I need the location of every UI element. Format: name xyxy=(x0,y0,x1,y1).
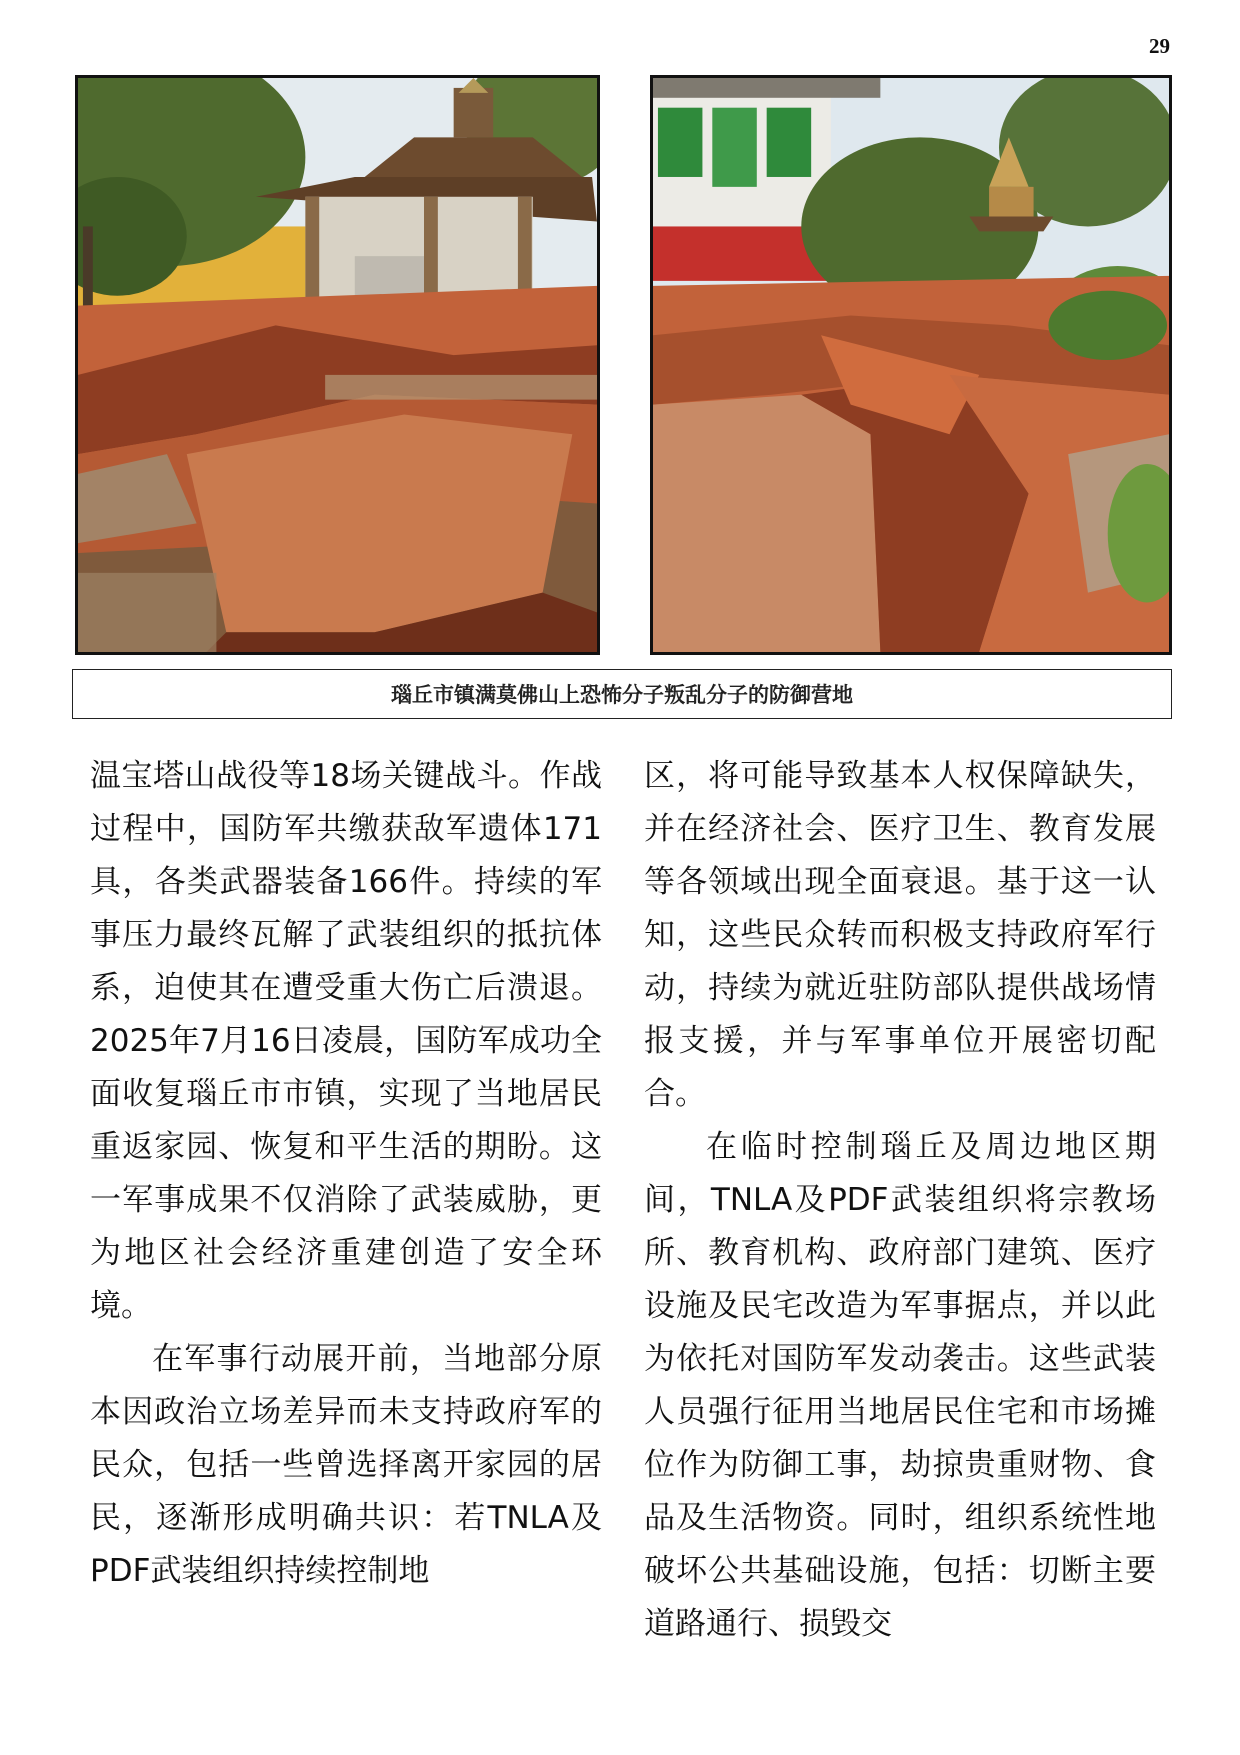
photo-caption: 瑙丘市镇满莫佛山上恐怖分子叛乱分子的防御营地 xyxy=(72,669,1172,719)
trench-photo-building xyxy=(650,75,1172,655)
paragraph: 温宝塔山战役等18场关键战斗。作战过程中，国防军共缴获敌军遗体171具，各类武器装备166件。持续的军事压力最终瓦解了武装组织的抵抗体系，迫使其在遭受重大伤亡后溃退。2025年7月16日凌晨，国防军成功全面收复瑙丘市市镇，实现了当地居民重返家园、恢复和平生活的期盼。这一军事成果不仅消除了武装威胁，更为地区社会经济重建创造了安全环境。 xyxy=(90,758,602,1324)
paragraph: 在临时控制瑙丘及周边地区期间，TNLA及PDF武装组织将宗教场所、教育机构、政府部门建筑、医疗设施及民宅改造为军事据点，并以此为依托对国防军发动袭击。这些武装人员强行征用当地居民住宅和市场摊位作为防御工事，劫掠贵重财物、食品及生活物资。同时，组织系统性地破坏公共基础设施，包括：切断主要道路通行、损毁交 xyxy=(644,1129,1156,1642)
text-column-left xyxy=(90,750,602,1598)
text-column-right xyxy=(644,750,1156,1651)
green-shutters xyxy=(658,108,702,177)
paragraph: 区，将可能导致基本人权保障缺失，并在经济社会、医疗卫生、教育发展等各领域出现全面衰退。基于这一认知，这些民众转而积极支持政府军行动，持续为就近驻防部队提供战场情报支援，并与军事单位开展密切配合。 xyxy=(644,758,1156,1112)
page-number: 29 xyxy=(1149,34,1170,58)
paragraph: 在军事行动展开前，当地部分原本因政治立场差异而未支持政府军的民众，包括一些曾选择离开家园的居民，逐渐形成明确共识：若TNLA及PDF武装组织持续控制地 xyxy=(90,1341,602,1589)
trench-photo-pagoda xyxy=(75,75,600,655)
